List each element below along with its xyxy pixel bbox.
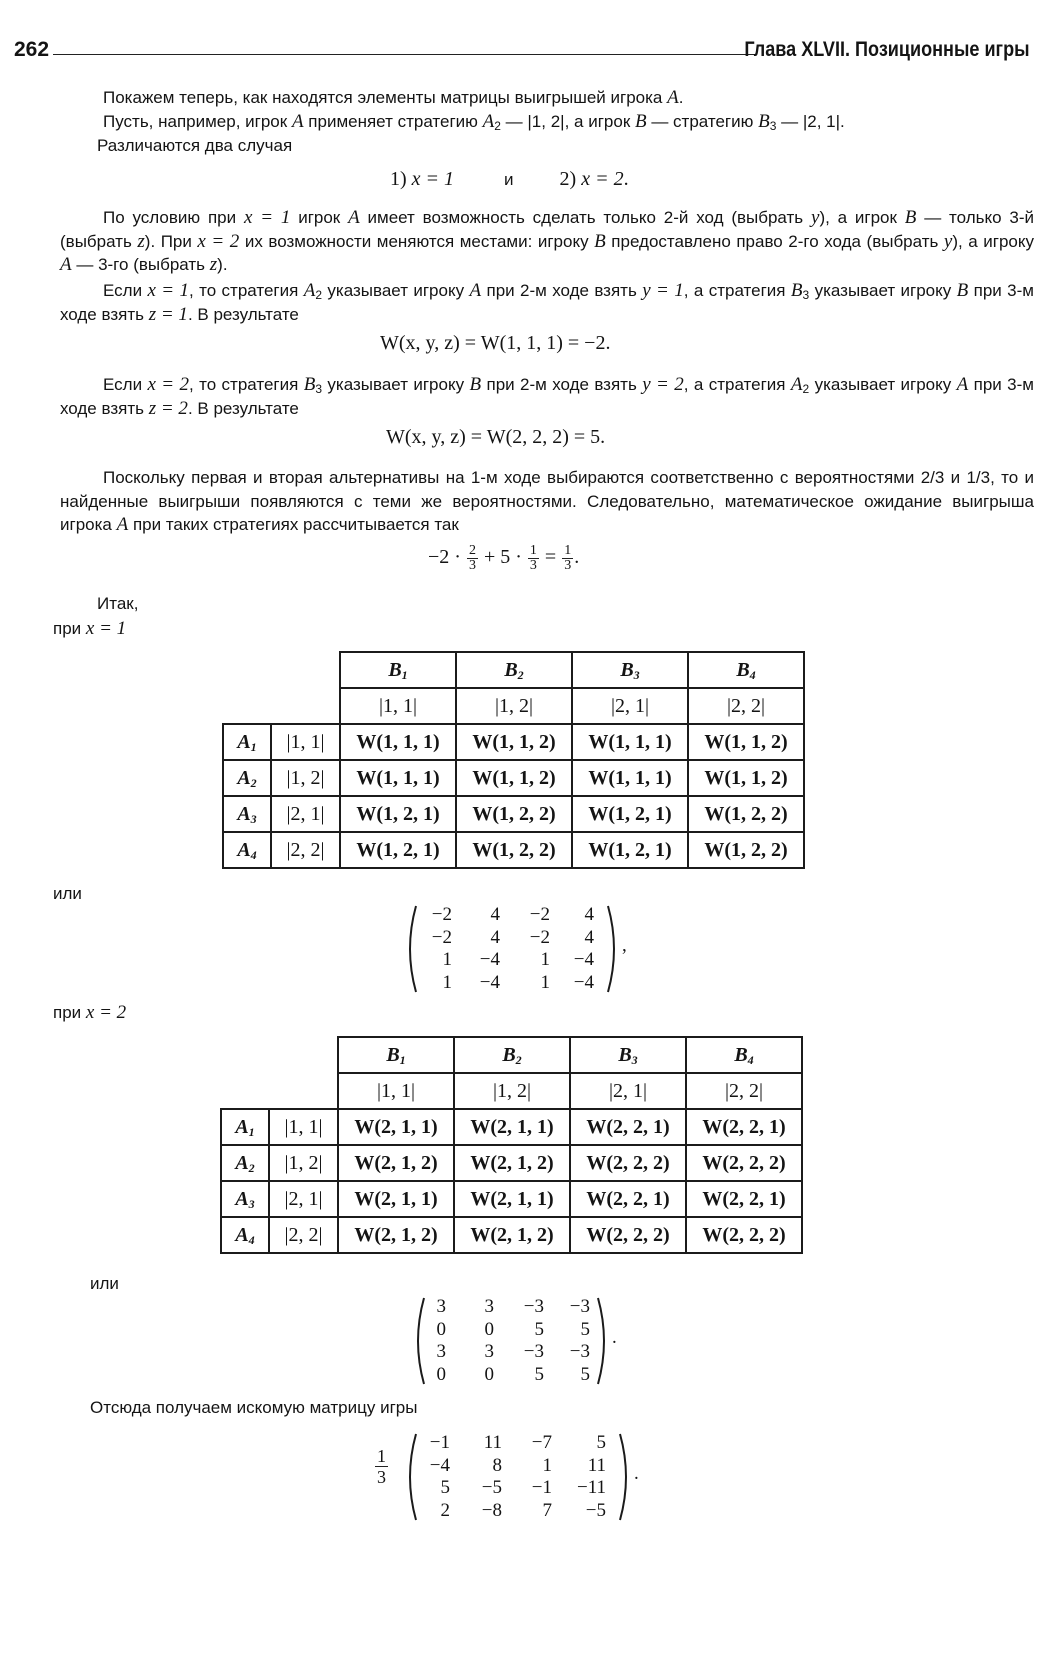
payoff-cell: W(2, 1, 1)	[454, 1181, 570, 1217]
matrix-entry: −4	[573, 949, 594, 970]
paragraph-condition: По условию при x = 1 игрок A имеет возможность сделать только 2-й ход (выбрать y), а игрок B — только 3-й (выбрать z). При x = 2 их возможности меняются местами: игроку B предоставлено право 2-го хода (выбрать y), а игроку A — 3-го (выбрать z).	[60, 207, 1034, 275]
column-head-b1: $B_1$	[340, 652, 456, 688]
payoff-cell: W(1, 2, 1)	[340, 832, 456, 868]
payoff-cell: W(1, 2, 2)	[688, 832, 804, 868]
matrix-entry: −2	[529, 904, 550, 925]
payoff-cell: W(1, 1, 2)	[456, 724, 572, 760]
formula-expectation: −2 · $\frac{2}{3}$ + 5 · $\frac{1}{3}$ = $\frac{1}{3}$ .	[428, 543, 580, 573]
column-strategy-b1: |1, 1|	[340, 688, 456, 724]
table-row	[221, 1145, 802, 1181]
row-head-a2: $A_2$	[221, 1145, 269, 1181]
matrix-entry: 1	[540, 971, 550, 993]
payoff-cell: W(2, 2, 1)	[570, 1109, 686, 1145]
column-strategy-b2: |1, 2|	[456, 688, 572, 724]
paragraph-example: Пусть, например, игрок A применяет стратегию $A_2$ — |1, 2|, а игрок B — стратегию $B_3$ — |2, 1|.	[103, 111, 845, 133]
matrix-entry: −4	[573, 971, 594, 993]
final-game-matrix	[402, 1432, 642, 1522]
matrix-entry: −11	[576, 1477, 606, 1498]
table-blank-cell	[271, 652, 340, 688]
payoff-cell: W(1, 2, 2)	[456, 832, 572, 868]
payoff-cell: W(2, 2, 2)	[686, 1145, 802, 1181]
column-strategy-b4: |2, 2|	[688, 688, 804, 724]
column-head-b2: $B_2$	[454, 1037, 570, 1073]
matrix-entry: 1	[442, 949, 452, 970]
matrix-entry: −4	[479, 971, 500, 993]
table-row	[221, 1109, 802, 1145]
matrix-entry: 3	[436, 1341, 446, 1362]
row-strategy-a1: |1, 1|	[271, 724, 340, 760]
row-head-a4: $A_4$	[223, 832, 271, 868]
payoff-cell: W(2, 1, 1)	[454, 1109, 570, 1145]
table-blank-cell	[269, 1037, 338, 1073]
payoff-cell: W(2, 1, 2)	[338, 1145, 454, 1181]
matrix-entries	[424, 1296, 590, 1386]
matrix-entry: 8	[492, 1454, 502, 1476]
table-row	[223, 832, 804, 868]
matrix-entry: 3	[484, 1296, 494, 1317]
right-bracket	[620, 1434, 626, 1520]
column-head-b4: $B_4$	[686, 1037, 802, 1073]
matrix-entry: −4	[429, 1454, 450, 1476]
matrix-entry: 5	[580, 1318, 590, 1340]
text-itak: Итак,	[97, 594, 139, 613]
matrix-entry: −3	[569, 1341, 590, 1362]
payoff-table-x1	[222, 651, 805, 869]
row-head-a3: $A_3$	[221, 1181, 269, 1217]
matrix-entry: 11	[587, 1454, 606, 1476]
text-ili-1: или	[53, 884, 82, 903]
payoff-cell: W(2, 2, 2)	[570, 1145, 686, 1181]
table-row	[221, 1181, 802, 1217]
matrix-entries	[416, 904, 594, 994]
header-rule	[53, 54, 756, 55]
payoff-cell: W(1, 1, 1)	[572, 760, 688, 796]
column-head-b3: $B_3$	[572, 652, 688, 688]
matrix-entry: 4	[584, 926, 594, 948]
chapter-title: Глава XLVII. Позиционные игры	[744, 38, 1030, 61]
text-pri-x2: при x = 2	[53, 1002, 127, 1023]
right-bracket	[608, 906, 614, 992]
matrix-entry: −5	[481, 1477, 502, 1498]
matrix-entry: 3	[484, 1341, 494, 1362]
matrix-entry: −3	[523, 1296, 544, 1317]
payoff-cell: W(1, 2, 2)	[456, 796, 572, 832]
paragraph-intro: Покажем теперь, как находятся элементы матрицы выигрышей игрока A.	[103, 87, 684, 108]
table-blank-cell	[271, 688, 340, 724]
matrix-entry: −2	[529, 926, 550, 948]
matrix-entry: 5	[580, 1363, 590, 1385]
payoff-cell: W(2, 1, 1)	[338, 1109, 454, 1145]
matrix-entry: 11	[483, 1432, 502, 1453]
column-strategy-b3: |2, 1|	[572, 688, 688, 724]
matrix-entry: −3	[523, 1341, 544, 1362]
payoff-cell: W(1, 2, 1)	[572, 796, 688, 832]
payoff-cell: W(1, 2, 2)	[688, 796, 804, 832]
column-head-b4: $B_4$	[688, 652, 804, 688]
matrix-entry: −5	[585, 1499, 606, 1521]
matrix-entry: 5	[596, 1432, 606, 1453]
paragraph-case-x1: Если x = 1, то стратегия $A_2$ указывает игроку A при 2-м ходе взять y = 1, а стратегия $B_3$ указывает игроку B при 3-м ходе взять z = 1. В результате	[60, 280, 1034, 325]
matrix-entry: 7	[542, 1499, 552, 1521]
formula-result-2: W(x, y, z) = W(2, 2, 2) = 5.	[386, 426, 606, 448]
payoff-cell: W(1, 1, 1)	[340, 724, 456, 760]
matrix-entry: 5	[534, 1318, 544, 1340]
matrix-entry: 5	[534, 1363, 544, 1385]
column-strategy-b3: |2, 1|	[570, 1073, 686, 1109]
table-blank-cell	[269, 1073, 338, 1109]
matrix-trailing-punctuation: .	[612, 1327, 617, 1348]
formula-result-1: W(x, y, z) = W(1, 1, 1) = −2.	[380, 332, 611, 354]
payoff-cell: W(1, 1, 2)	[456, 760, 572, 796]
matrix-entry: 4	[490, 926, 500, 948]
row-strategy-a2: |1, 2|	[269, 1145, 338, 1181]
row-head-a4: $A_4$	[221, 1217, 269, 1253]
paragraph-case-x2: Если x = 2, то стратегия $B_3$ указывает игроку B при 2-м ходе взять y = 2, а стратегия $A_2$ указывает игроку A при 3-м ходе взять z = 2. В результате	[60, 374, 1034, 419]
payoff-cell: W(1, 2, 1)	[572, 832, 688, 868]
matrix-entry: −4	[479, 949, 500, 970]
matrix-trailing-punctuation: .	[634, 1463, 639, 1484]
text-pri-x1: при x = 1	[53, 618, 127, 639]
text-otsyuda: Отсюда получаем искомую матрицу игры	[90, 1398, 418, 1417]
text-ili-2: или	[90, 1274, 119, 1293]
row-head-a2: $A_2$	[223, 760, 271, 796]
column-head-b3: $B_3$	[570, 1037, 686, 1073]
payoff-cell: W(2, 1, 1)	[338, 1181, 454, 1217]
matrix-entry: −1	[429, 1432, 450, 1453]
matrix-entry: −7	[531, 1432, 552, 1453]
table-row	[223, 760, 804, 796]
payoff-cell: W(1, 2, 1)	[340, 796, 456, 832]
matrix-entries	[416, 1432, 606, 1522]
matrix-entry: −8	[481, 1499, 502, 1521]
page-number: 262	[14, 38, 50, 61]
payoff-cell: W(1, 1, 2)	[688, 724, 804, 760]
matrix-x1	[402, 904, 630, 994]
payoff-cell: W(2, 2, 1)	[686, 1109, 802, 1145]
matrix-entry: −3	[569, 1296, 590, 1317]
matrix-entry: 2	[440, 1499, 450, 1521]
row-strategy-a4: |2, 2|	[269, 1217, 338, 1253]
row-strategy-a1: |1, 1|	[269, 1109, 338, 1145]
column-strategy-b2: |1, 2|	[454, 1073, 570, 1109]
payoff-cell: W(2, 1, 2)	[338, 1217, 454, 1253]
matrix-entry: 1	[442, 971, 452, 993]
row-strategy-a2: |1, 2|	[271, 760, 340, 796]
row-head-a3: $A_3$	[223, 796, 271, 832]
payoff-cell: W(2, 2, 2)	[686, 1217, 802, 1253]
paragraph-expectation: Поскольку первая и вторая альтернативы на 1-м ходе выбираются соответственно с вероятностями 2/3 и 1/3, то и найденные выигрыши появляются с теми же вероятностями. Следовательно, математическое ожидание выигрыша игрока A при таких стратегиях рассчитывается так	[60, 468, 1034, 535]
row-strategy-a3: |2, 1|	[271, 796, 340, 832]
payoff-cell: W(2, 2, 1)	[686, 1181, 802, 1217]
column-strategy-b4: |2, 2|	[686, 1073, 802, 1109]
row-head-a1: $A_1$	[221, 1109, 269, 1145]
paragraph-two-cases: Различаются два случая	[97, 136, 293, 155]
matrix-entry: 0	[436, 1363, 446, 1385]
matrix-entry: 0	[484, 1318, 494, 1340]
matrix-entry: −1	[531, 1477, 552, 1498]
payoff-cell: W(1, 1, 1)	[572, 724, 688, 760]
table-blank-cell	[221, 1037, 269, 1073]
table-blank-cell	[221, 1073, 269, 1109]
payoff-cell: W(1, 1, 2)	[688, 760, 804, 796]
payoff-cell: W(2, 2, 1)	[570, 1181, 686, 1217]
matrix-entry: 4	[584, 904, 594, 925]
cases-line: 1) x = 1 и 2) x = 2.	[390, 168, 629, 190]
row-head-a1: $A_1$	[223, 724, 271, 760]
table-row	[223, 724, 804, 760]
payoff-cell: W(2, 2, 2)	[570, 1217, 686, 1253]
matrix-x2	[410, 1296, 620, 1386]
matrix-entry: 3	[436, 1296, 446, 1317]
payoff-table-x2	[220, 1036, 803, 1254]
table-row	[223, 796, 804, 832]
final-matrix-coefficient: $\frac{1}{3}$	[377, 1446, 386, 1487]
table-blank-cell	[223, 652, 271, 688]
table-row	[221, 1217, 802, 1253]
matrix-entry: −2	[431, 904, 452, 925]
matrix-entry: 4	[490, 904, 500, 925]
row-strategy-a4: |2, 2|	[271, 832, 340, 868]
row-strategy-a3: |2, 1|	[269, 1181, 338, 1217]
matrix-entry: 0	[436, 1318, 446, 1340]
matrix-entry: 1	[540, 949, 550, 970]
payoff-cell: W(2, 1, 2)	[454, 1145, 570, 1181]
table-blank-cell	[223, 688, 271, 724]
matrix-trailing-punctuation: ,	[622, 935, 627, 956]
payoff-cell: W(1, 1, 1)	[340, 760, 456, 796]
column-head-b1: $B_1$	[338, 1037, 454, 1073]
matrix-entry: 5	[440, 1477, 450, 1498]
right-bracket	[598, 1298, 604, 1384]
column-head-b2: $B_2$	[456, 652, 572, 688]
matrix-entry: 0	[484, 1363, 494, 1385]
payoff-cell: W(2, 1, 2)	[454, 1217, 570, 1253]
matrix-entry: −2	[431, 926, 452, 948]
column-strategy-b1: |1, 1|	[338, 1073, 454, 1109]
matrix-entry: 1	[542, 1454, 552, 1476]
